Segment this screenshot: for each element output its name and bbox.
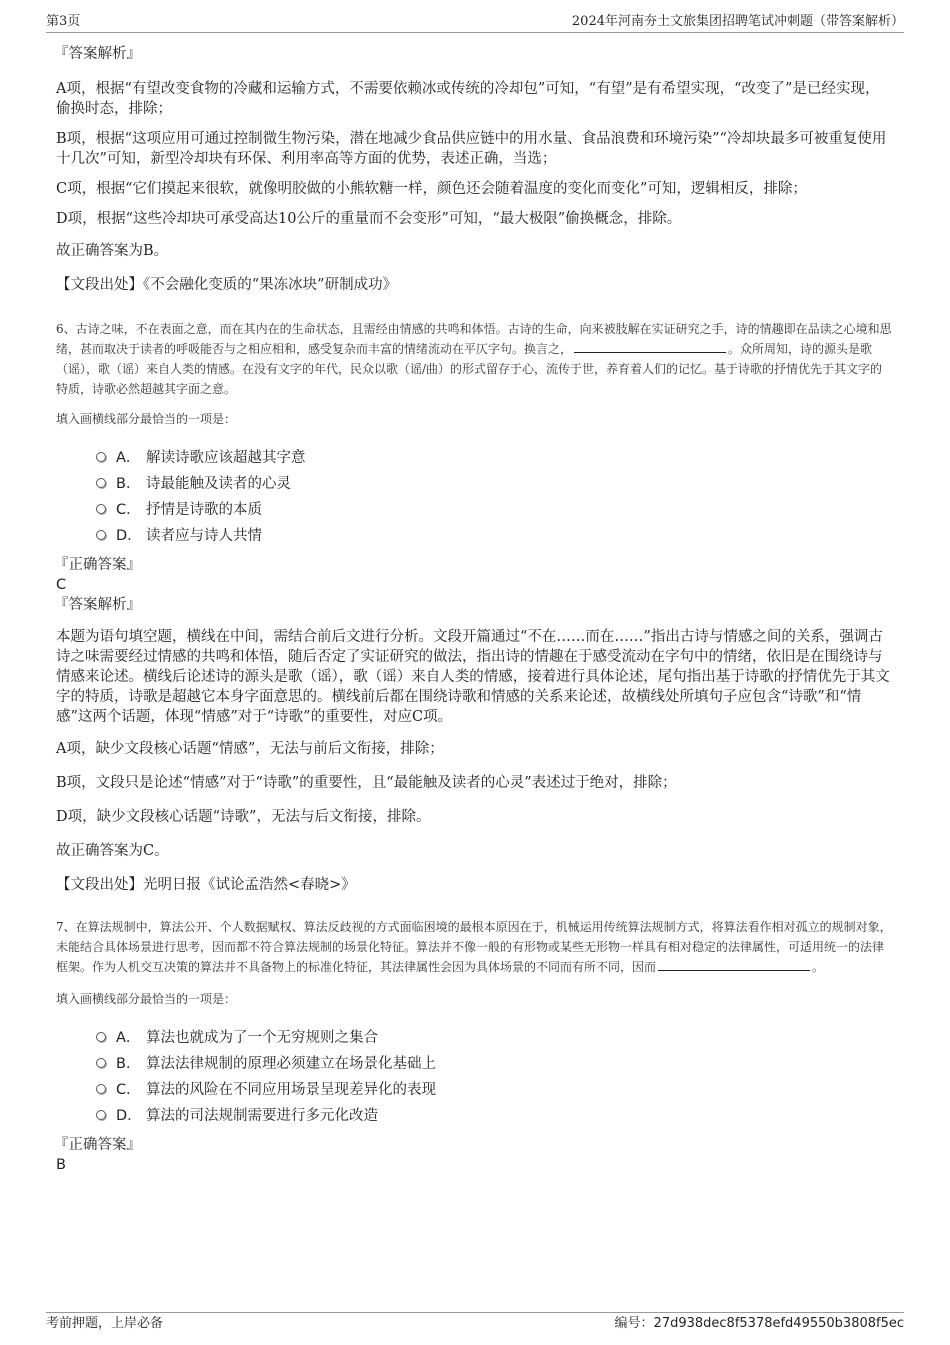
q5-analysis-a: A项，根据“有望改变食物的冷藏和运输方式，不需要依赖冰或传统的冷却包”可知，“有望”是有希望实现，“改变了”是已经实现，偷换时态，排除；	[56, 81, 880, 117]
radio-icon[interactable]	[96, 504, 106, 514]
q7-option-b[interactable]: B． 算法法律规制的原理必须建立在场景化基础上	[96, 1051, 892, 1077]
q6-conclusion: 故正确答案为C。	[56, 843, 169, 859]
q5-analysis-b: B项，根据“这项应用可通过控制微生物污染，潜在地减少食品供应链中的用水量、食品浪费和环境污染”“冷却块最多可被重复使用十几次”可知，新型冷却块有环保、利用率高等方面的优势，表述正确，当选；	[56, 131, 887, 167]
radio-icon[interactable]	[96, 1084, 106, 1094]
q6-option-c[interactable]: C． 抒情是诗歌的本质	[96, 497, 892, 523]
q6-analysis-label: 『答案解析』	[54, 597, 141, 613]
q7-option-a[interactable]: A． 算法也就成为了一个无穷规则之集合	[96, 1025, 892, 1051]
page-content	[56, 44, 892, 1175]
q6-analysis: 本题为语句填空题，横线在中间，需结合前后文进行分析。文段开篇通过“不在……而在……”指出古诗与情感之间的关系，强调古诗之味需要经过情感的共鸣和体悟，随后否定了实证研究的做法，指出诗的情趣在于感受流动在字句中的情绪，依旧是在围绕诗与情感来论述。横线后论述诗的源头是歌（谣），歌（谣）来自人类的情感，接着进行具体论述，尾句指出基于诗歌的抒情优先于其文字的特质，诗歌是超越它本身字面意思的。横线前后都在围绕诗歌和情感的关系来论述，故横线处所填句子应包含“诗歌”和“情感”这两个话题，体现“情感”对于“诗歌”的重要性，对应C项。	[56, 629, 890, 725]
footer-code	[615, 1313, 904, 1335]
q6-analysis-b: B项，文段只是论述“情感”对于“诗歌”的重要性，且“最能触及读者的心灵”表述过于绝对，排除；	[56, 775, 677, 791]
document-title: 2024年河南夯土文旅集团招聘笔试冲刺题（带答案解析）	[571, 14, 904, 29]
page-header	[46, 12, 904, 33]
radio-icon[interactable]	[96, 530, 106, 540]
q6-answer: C	[56, 577, 67, 593]
footer-code-value: 27d938dec8f5378efd49550b3808f5ec	[653, 1316, 904, 1331]
q6-analysis-a: A项，缺少文段核心话题“情感”，无法与前后文衔接，排除；	[56, 741, 444, 757]
q6-blank	[574, 340, 726, 353]
q7-answer-label: 『正确答案』	[54, 1137, 141, 1153]
q6-source: 【文段出处】光明日报《试论孟浩然<春晓>》	[56, 877, 356, 893]
q7-stem-part1: 7、在算法规制中，算法公开、个人数据赋权、算法反歧视的方式面临困境的最根本原因在于，机械运用传统算法规制方式，将算法看作相对孤立的规制对象，未能结合具体场景进行思考，因而都不符合算法规制的场景化特征。算法并不像一般的有形物或某些无形物一样具有相对稳定的法律属性，可适用统一的法律框架。作为人机交互决策的算法并不具备物上的标准化特征，其法律属性会因为具体场景的不同而有所不同，因而	[56, 920, 892, 974]
radio-icon[interactable]	[96, 1032, 106, 1042]
q6-option-d[interactable]: D． 读者应与诗人共情	[96, 523, 892, 549]
footer-slogan: 考前押题，上岸必备	[46, 1316, 164, 1331]
q7-option-c[interactable]: C． 算法的风险在不同应用场景呈现差异化的表现	[96, 1077, 892, 1103]
q6-answer-label: 『正确答案』	[54, 557, 141, 573]
radio-icon[interactable]	[96, 1058, 106, 1068]
q6-prompt: 填入画横线部分最恰当的一项是：	[56, 412, 237, 426]
q5-analysis-d: D项，根据“这些冷却块可承受高达10公斤的重量而不会变形”可知，“最大极限”偷换概念，排除。	[56, 211, 682, 227]
page-footer	[46, 1312, 904, 1335]
q7-blank	[658, 958, 810, 971]
page-number: 第3页	[46, 14, 81, 29]
q6-option-b[interactable]: B． 诗最能触及读者的心灵	[96, 471, 892, 497]
radio-icon[interactable]	[96, 478, 106, 488]
q6-stem-part1: 6、古诗之味，不在表面之意，而在其内在的生命状态，且需经由情感的共鸣和体悟。古诗的生命，向来被肢解在实证研究之手，诗的情趣即在品读之心境和思绪，甚而取决于读者的呼吸能否与之相应相和，感受复杂而丰富的情绪流动在平仄字句。换言之，	[56, 322, 892, 356]
q6-option-a[interactable]: A． 解读诗歌应该超越其字意	[96, 445, 892, 471]
q7-options	[96, 1025, 892, 1129]
q5-analysis-c: C项，根据“它们摸起来很软，就像明胶做的小熊软糖一样，颜色还会随着温度的变化而变化”可知，逻辑相反，排除；	[56, 181, 807, 197]
q5-source: 【文段出处】《不会融化变质的“果冻冰块”研制成功》	[56, 277, 398, 293]
q7-stem	[56, 917, 892, 977]
q6-options	[96, 445, 892, 549]
q6-analysis-d: D项，缺少文段核心话题“诗歌”，无法与后文衔接，排除。	[56, 809, 431, 825]
q6-stem	[56, 319, 892, 399]
footer-code-label: 编号：	[614, 1316, 654, 1331]
q5-analysis-label: 『答案解析』	[54, 46, 141, 62]
q7-prompt: 填入画横线部分最恰当的一项是：	[56, 992, 237, 1006]
q5-conclusion: 故正确答案为B。	[56, 243, 169, 259]
q7-option-d[interactable]: D． 算法的司法规制需要进行多元化改造	[96, 1103, 892, 1129]
q6-stem-part2: 。众所周知，诗的源头是歌（谣），歌（谣）来自人类的情感。在没有文字的年代，民众以歌（谣/曲）的形式留存于心，流传于世，养育着人们的记忆。基于诗歌的抒情优先于其文字的特质，诗歌必然超越其字面之意。	[56, 342, 883, 396]
radio-icon[interactable]	[96, 452, 106, 462]
q7-answer: B	[56, 1157, 66, 1173]
q7-stem-part2: 。	[812, 960, 825, 974]
radio-icon[interactable]	[96, 1110, 106, 1120]
